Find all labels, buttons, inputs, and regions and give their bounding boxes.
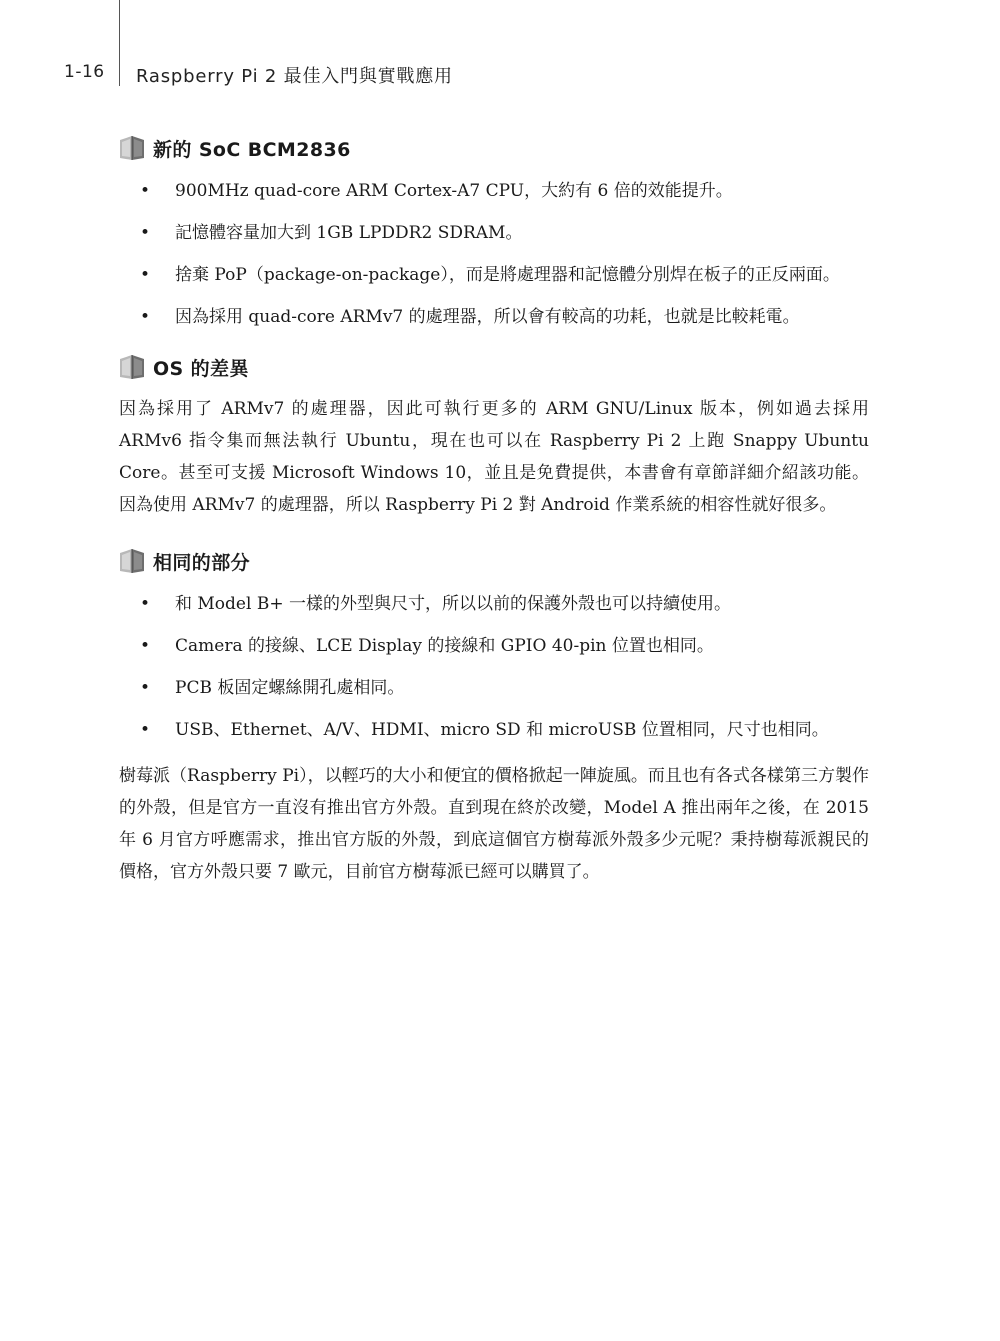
bullet-dot: • — [140, 678, 151, 698]
list-item-text: 因為採用 quad-core ARMv7 的處理器，所以會有較高的功耗，也就是比較耗電。 — [175, 307, 800, 327]
bullet-list-soc — [119, 176, 869, 333]
list-item-text: PCB 板固定螺絲開孔處相同。 — [175, 678, 405, 698]
list-item-text: Camera 的接線、LCE Display 的接線和 GPIO 40-pin 位置也相同。 — [175, 636, 714, 656]
list-item-text: 900MHz quad-core ARM Cortex-A7 CPU，大約有 6 倍的效能提升。 — [175, 181, 733, 201]
bullet-dot: • — [140, 594, 151, 614]
list-item-text: 捨棄 PoP（package-on-package），而是將處理器和記憶體分別焊在板子的正反兩面。 — [175, 265, 840, 285]
list-item-text: 記憶體容量加大到 1GB LPDDR2 SDRAM。 — [175, 223, 523, 243]
page-content — [119, 132, 869, 888]
section-title: OS 的差異 — [153, 357, 249, 380]
bullet-dot: • — [140, 223, 151, 243]
bullet-dot: • — [140, 181, 151, 201]
section-title: 相同的部分 — [153, 551, 251, 574]
closing-paragraph: 樹莓派（Raspberry Pi），以輕巧的大小和便宜的價格掀起一陣旋風。而且也有各式各樣第三方製作的外殼，但是官方一直沒有推出官方外殼。直到現在終於改變，Model A 推出兩年之後，在 2015 年 6 月官方呼應需求，推出官方版的外殼，到底這個官方樹莓派外殼多少元呢？秉持樹莓派親民的價格，官方外殼只要 7 歐元，目前官方樹莓派已經可以購買了。 — [119, 766, 869, 882]
list-item — [119, 302, 869, 333]
list-item-text: 和 Model B+ 一樣的外型與尺寸，所以以前的保護外殼也可以持續使用。 — [175, 594, 731, 614]
list-item — [119, 176, 869, 207]
bullet-dot: • — [140, 636, 151, 656]
list-item — [119, 673, 869, 704]
list-item — [119, 715, 869, 746]
book-icon — [119, 134, 145, 162]
list-item — [119, 589, 869, 620]
section-heading-same — [119, 545, 869, 577]
book-icon — [119, 353, 145, 381]
book-title: Raspberry Pi 2 最佳入門與實戰應用 — [136, 66, 453, 87]
header-divider — [119, 0, 120, 86]
bullet-dot: • — [140, 307, 151, 327]
page-number: 1-16 — [64, 62, 105, 82]
list-item — [119, 218, 869, 249]
bullet-list-same — [119, 589, 869, 746]
section-title: 新的 SoC BCM2836 — [153, 138, 351, 161]
section-heading-os — [119, 351, 869, 383]
list-item-text: USB、Ethernet、A/V、HDMI、micro SD 和 microUSB 位置相同，尺寸也相同。 — [175, 720, 829, 740]
bullet-dot: • — [140, 265, 151, 285]
list-item — [119, 631, 869, 662]
book-icon — [119, 547, 145, 575]
bullet-dot: • — [140, 720, 151, 740]
section-heading-soc — [119, 132, 869, 164]
os-paragraph: 因為採用了 ARMv7 的處理器，因此可執行更多的 ARM GNU/Linux 版本，例如過去採用 ARMv6 指令集而無法執行 Ubuntu，現在也可以在 Raspberry Pi 2 上跑 Snappy Ubuntu Core。甚至可支援 Microsoft Windows 10，並且是免費提供，本書會有章節詳細介紹該功能。因為使用 ARMv7 的處理器，所以 Raspberry Pi 2 對 Android 作業系統的相容性就好很多。 — [119, 399, 869, 515]
list-item — [119, 260, 869, 291]
